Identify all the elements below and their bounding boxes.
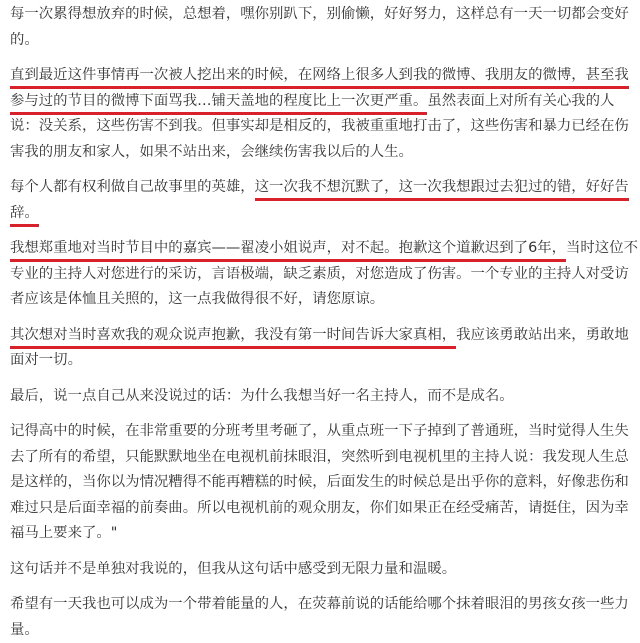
text-line xyxy=(10,201,640,227)
paragraph xyxy=(10,557,640,583)
text-line xyxy=(10,592,640,618)
text-line xyxy=(10,89,640,115)
text-segment: 的。 xyxy=(10,32,39,48)
text-segment: 害我的朋友和家人，如果不站出来，会继续伤害我以后的人生。 xyxy=(10,144,413,160)
text-segment: 当时这位不 xyxy=(566,240,638,256)
text-segment: 记得高中的时候，在非常重要的分班考里考砸了，从重点班一下子掉到了普通班，当时觉得人生失 xyxy=(10,423,629,439)
text-line xyxy=(10,445,640,471)
text-segment: 每一次累得想放弃的时候，总想着，嘿你别趴下，别偷懒，好好努力，这样总有一天一切都会变好 xyxy=(10,6,629,22)
text-line xyxy=(10,496,640,522)
text-segment: 是这样的，当你以为情况糟得不能再糟糕的时候，后面发生的时候总是出乎你的意料，好像悲伤和 xyxy=(10,474,629,490)
text-segment: 专业的主持人对您进行的采访，言语极端，缺乏素质，对您造成了伤害。一个专业的主持人对受访 xyxy=(10,266,629,282)
text-line xyxy=(10,384,640,410)
text-line xyxy=(10,419,640,445)
text-line xyxy=(10,114,640,140)
text-line xyxy=(10,470,640,496)
paragraph xyxy=(10,323,640,374)
text-segment: 难过只是后面幸福的前奏曲。所以电视机前的观众朋友，你们如果正在经受痛苦，请挺住，因为幸 xyxy=(10,500,629,516)
underlined-text: 我想郑重地对当时节目中的嘉宾——翟凌小姐说声，对不起。抱歉这个道歉迟到了6年， xyxy=(10,240,566,262)
text-segment: 虽然表面上对所有关心我的人 xyxy=(427,93,614,109)
underlined-text: 这一次我不想沉默了，这一次我想跟过去犯过的错，好好告 xyxy=(255,179,629,201)
text-line xyxy=(10,557,640,583)
paragraph xyxy=(10,175,640,226)
text-segment: 说：没关系，这些伤害不到我。但事实却是相反的，我被重重地打击了，这些伤害和暴力已经在伤 xyxy=(10,118,629,134)
text-segment: 这句话并不是单独对我说的，但我从这句话中感受到无限力量和温暖。 xyxy=(10,561,456,577)
underlined-text: 其次想对当时喜欢我的观众说声抱歉，我没有第一时间告诉大家真相， xyxy=(10,327,456,349)
text-segment: 者应该是体恤且关照的，这一点我做得很不好，请您原谅。 xyxy=(10,291,384,307)
text-line xyxy=(10,323,640,349)
text-line xyxy=(10,348,640,374)
text-line xyxy=(10,63,640,89)
paragraph xyxy=(10,63,640,165)
underlined-text: 参与过的节目的微博下面骂我…铺天盖地的程度比上一次更严重。 xyxy=(10,93,427,115)
text-line xyxy=(10,140,640,166)
text-segment: 量。 xyxy=(10,622,39,638)
text-segment: 福马上要来了。" xyxy=(10,525,117,541)
underlined-text: 辞。 xyxy=(10,205,39,227)
paragraph xyxy=(10,236,640,313)
text-line xyxy=(10,2,640,28)
text-segment: 每个人都有权利做自己故事里的英雄， xyxy=(10,179,255,195)
paragraph xyxy=(10,419,640,547)
text-line xyxy=(10,175,640,201)
paragraph xyxy=(10,384,640,410)
paragraph xyxy=(10,2,640,53)
text-line xyxy=(10,521,640,547)
underlined-text: 直到最近这件事情再一次被人挖出来的时候，在网络上很多人到我的微博、我朋友的微博，甚至我 xyxy=(10,67,629,89)
text-line xyxy=(10,28,640,54)
text-segment: 面对一切。 xyxy=(10,352,82,368)
text-line xyxy=(10,262,640,288)
text-segment: 我应该勇敢站出来，勇敢地 xyxy=(456,327,629,343)
text-segment: 希望有一天我也可以成为一个带着能量的人，在荧幕前说的话能给哪个抹着眼泪的男孩女孩一些力 xyxy=(10,596,629,612)
paragraph xyxy=(10,592,640,643)
text-line xyxy=(10,287,640,313)
text-segment: 去了所有的希望，只能默默地坐在电视机前抹眼泪，突然听到电视机里的主持人说：我发现人生总 xyxy=(10,449,629,465)
text-line xyxy=(10,236,640,262)
text-segment: 最后，说一点自己从来没说过的话：为什么我想当好一名主持人，而不是成名。 xyxy=(10,388,514,404)
text-line xyxy=(10,618,640,643)
